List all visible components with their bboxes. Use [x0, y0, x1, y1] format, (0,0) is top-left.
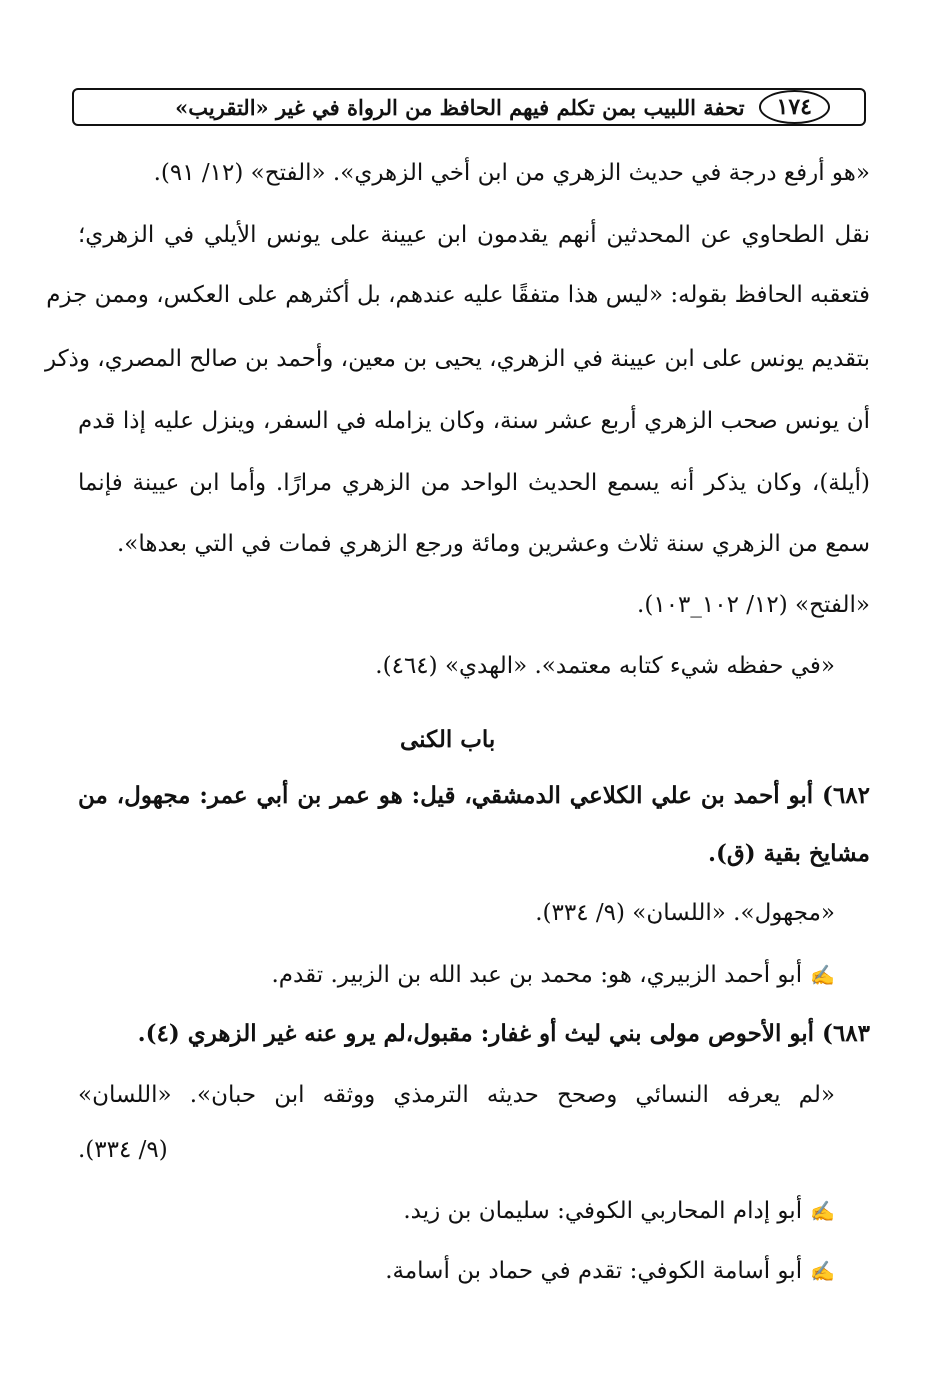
pen-icon: ✍: [810, 963, 835, 987]
paragraph-line: نقل الطحاوي عن المحدثين أنهم يقدمون ابن عيينة على يونس الأيلي في الزهري؛: [78, 222, 870, 248]
paragraph-line: بتقديم يونس على ابن عيينة في الزهري، يحيى بن معين، وأحمد بن صالح المصري، وذكر: [45, 346, 870, 372]
paragraph-line: (أيلة)، وكان يذكر أنه يسمع الحديث الواحد من الزهري مرارًا. وأما ابن عيينة فإنما: [78, 470, 870, 496]
cross-reference-line: [403, 1198, 835, 1224]
citation-line: «الفتح» (١٢/ ١٠٢_١٠٣).: [637, 592, 870, 618]
quote-line: «لم يعرفه النسائي وصحح حديثه الترمذي ووثقه ابن حبان». «اللسان»: [78, 1082, 835, 1108]
running-title: تحفة اللبيب بمن تكلم فيهم الحافظ من الرواة في غير «التقريب»: [175, 94, 745, 120]
section-heading: باب الكنى: [400, 726, 496, 753]
quote-line: «في حفظه شيء كتابه معتمد». «الهدي» (٤٦٤).: [375, 653, 835, 679]
paragraph-line: سمع من الزهري سنة ثلاث وعشرين ومائة ورجع الزهري فمات في التي بعدها».: [116, 531, 870, 557]
entries: [45, 0, 870, 1379]
pen-icon: ✍: [810, 1259, 835, 1283]
cross-reference-text: أبو إدام المحاربي الكوفي: سليمان بن زيد.: [403, 1198, 803, 1224]
cross-reference-line: [271, 962, 835, 988]
paragraph-line: أن يونس صحب الزهري أربع عشر سنة، وكان يزامله في السفر، وينزل عليه إذا قدم: [78, 408, 870, 434]
page-number: ١٧٤: [759, 90, 830, 124]
pen-icon: ✍: [810, 1199, 835, 1223]
citation-line: (٩/ ٣٣٤).: [78, 1137, 168, 1163]
cross-reference-text: أبو أحمد الزبيري، هو: محمد بن عبد الله بن الزبير. تقدم.: [271, 962, 803, 988]
quote-line: «مجهول». «اللسان» (٩/ ٣٣٤).: [535, 900, 835, 926]
cross-reference-text: أبو أسامة الكوفي: تقدم في حماد بن أسامة.: [385, 1258, 803, 1284]
paragraph-line: فتعقبه الحافظ بقوله: «ليس هذا متفقًا عليه عندهم، بل أكثرهم على العكس، وممن جزم: [46, 282, 870, 308]
quote-line: «هو أرفع درجة في حديث الزهري من ابن أخي الزهري». «الفتح» (١٢/ ٩١).: [153, 160, 870, 186]
entry-line: مشايخ بقية (ق).: [707, 840, 870, 867]
cross-reference-line: [385, 1258, 835, 1284]
entry-line: ٦٨٣) أبو الأحوص مولى بني ليث أو غفار: مقبول،لم يرو عنه غير الزهري (٤).: [137, 1020, 870, 1047]
entry-line: ٦٨٢) أبو أحمد بن علي الكلاعي الدمشقي، قيل: هو عمر بن أبي عمر: مجهول، من: [78, 782, 870, 809]
